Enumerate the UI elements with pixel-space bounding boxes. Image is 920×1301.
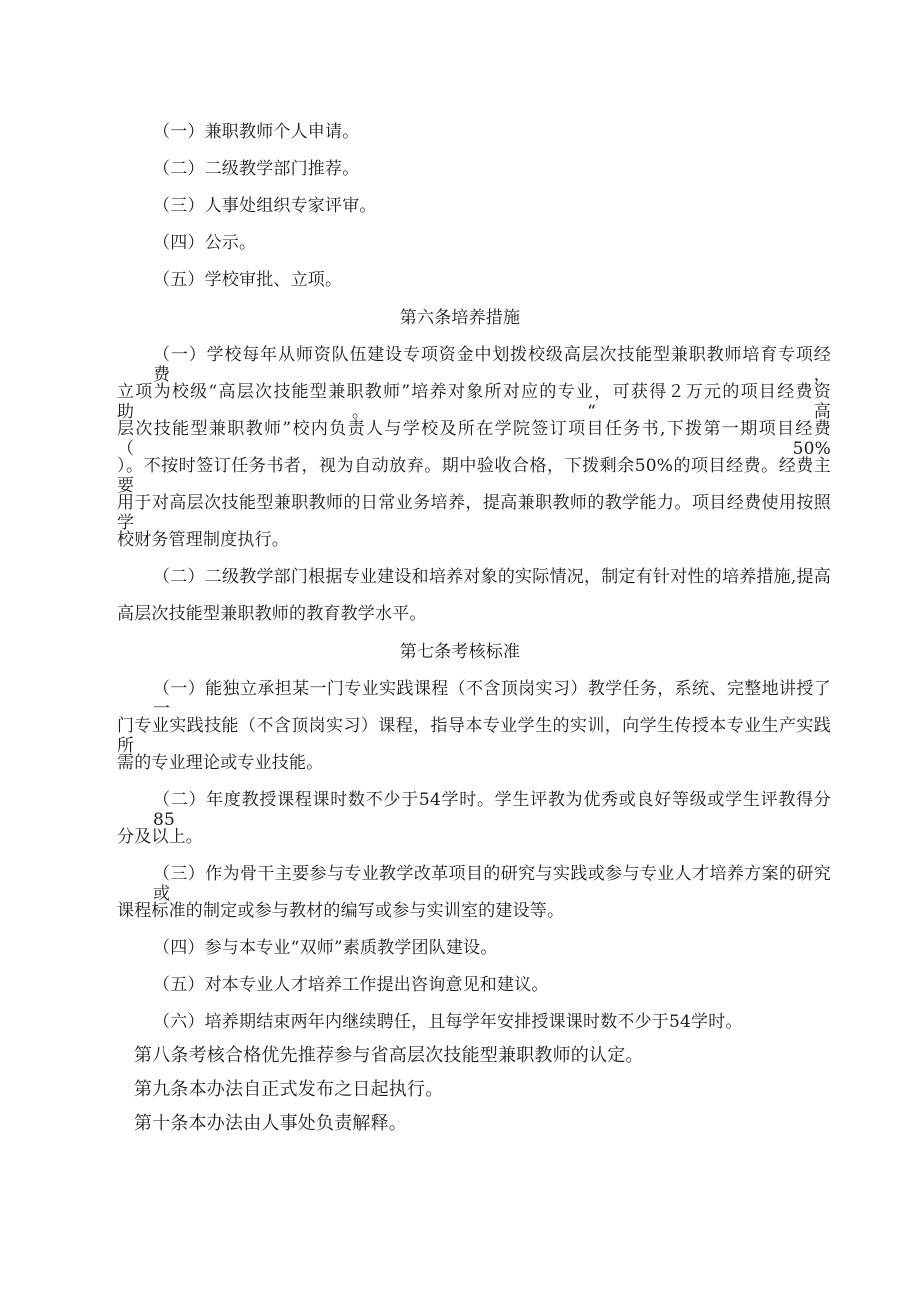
- article-6-p1-line-2: 立项为校级“高层次技能型兼职教师”培养对象所对应的专业，可获得２万元的项目经费资助。“高: [117, 382, 831, 422]
- article-7-p2-line-2: 分及以上。: [117, 827, 203, 847]
- step-3: （三）人事处组织专家评审。: [153, 196, 377, 216]
- article-6-p2-line-2: 高层次技能型兼职教师的教育教学水平。: [117, 604, 427, 624]
- step-1: （一）兼职教师个人申请。: [153, 122, 360, 142]
- article-6-p1-line-5: 用于对高层次技能型兼职教师的日常业务培养，提高兼职教师的教学能力。项目经费使用按照学: [117, 493, 831, 533]
- article-6-p2-line-1: （二）二级教学部门根据专业建设和培养对象的实际情况，制定有针对性的培养措施,提高: [153, 567, 831, 587]
- article-7-p6: （六）培养期结束两年内继续聘任，且每学年安排授课课时数不少于54学时。: [153, 1012, 743, 1032]
- article-7-p3-line-1: （三）作为骨干主要参与专业教学改革项目的研究与实践或参与专业人才培养方案的研究或: [153, 864, 831, 904]
- article-7-p1-line-3: 需的专业理论或专业技能。: [117, 753, 324, 773]
- article-6-p1-line-4: ）。不按时签订任务书者，视为自动放弃。期中验收合格，下拨剩余50%的项目经费。经费主要: [117, 456, 831, 496]
- step-5: （五）学校审批、立项。: [153, 270, 343, 290]
- article-6-p1-line-1: （一）学校每年从师资队伍建设专项资金中划拨校级高层次技能型兼职教师培育专项经费，: [153, 345, 831, 385]
- article-6-p1-line-3: 层次技能型兼职教师”校内负责人与学校及所在学院签订项目任务书,下拨第一期项目经费（50%: [117, 419, 831, 459]
- article-7-heading: 第七条考核标准: [399, 642, 521, 662]
- article-7-p1-line-2: 门专业实践技能（不含顶岗实习）课程，指导本专业学生的实训，向学生传授本专业生产实践所: [117, 716, 831, 756]
- article-7-p3-line-2: 课程标准的制定或参与教材的编写或参与实训室的建设等。: [117, 901, 565, 921]
- article-10: 第十条本办法由人事处负责解释。: [134, 1113, 407, 1134]
- article-6-p1-line-6: 校财务管理制度执行。: [117, 530, 289, 550]
- article-7-p4: （四）参与本专业“双师”素质教学团队建设。: [153, 938, 498, 958]
- article-7-p2-line-1: （二）年度教授课程课时数不少于54学时。学生评教为优秀或良好等级或学生评教得分85: [153, 790, 831, 830]
- article-8: 第八条考核合格优先推荐参与省高层次技能型兼职教师的认定。: [134, 1045, 644, 1066]
- article-6-heading: 第六条培养措施: [399, 308, 521, 328]
- article-7-p5: （五）对本专业人才培养工作提出咨询意见和建议。: [153, 975, 549, 995]
- step-2: （二）二级教学部门推荐。: [153, 159, 360, 179]
- article-9: 第九条本办法自正式发布之日起执行。: [134, 1079, 444, 1100]
- article-7-p1-line-1: （一）能独立承担某一门专业实践课程（不含顶岗实习）教学任务，系统、完整地讲授了一: [153, 679, 831, 719]
- step-4: （四）公示。: [153, 233, 257, 253]
